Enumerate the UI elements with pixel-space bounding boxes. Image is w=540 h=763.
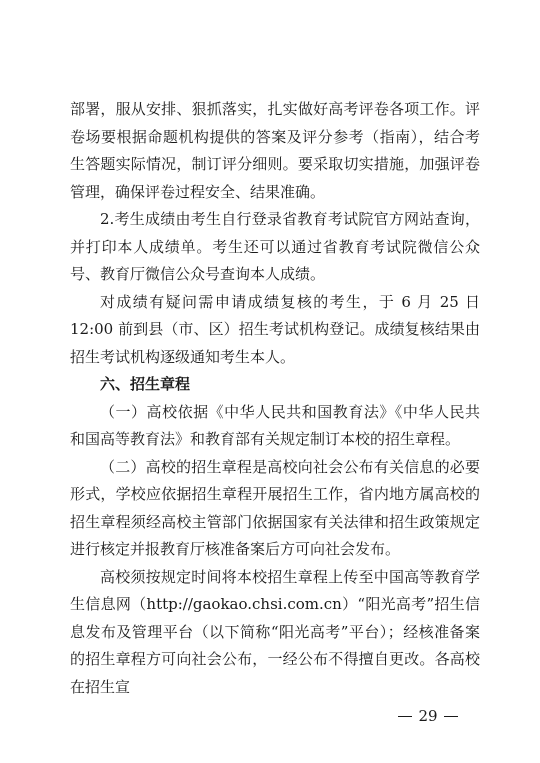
- paragraph-6: 高校须按规定时间将本校招生章程上传至中国高等教育学生信息网（http://gaokao.chsi.com.cn）“阳光高考”招生信息发布及管理平台（以下简称“阳光高考”平台）；经核准备案的招生章程方可向社会公布，一经公布不得擅自更改。各高校在招生宣: [70, 567, 480, 696]
- section-heading: 六、招生章程: [100, 375, 191, 393]
- paragraph-3: 对成绩有疑问需申请成绩复核的考生，于 6 月 25 日 12:00 前到县（市、区）招生考试机构登记。成绩复核结果由招生考试机构逐级通知考生本人。: [70, 292, 480, 366]
- body-text: [70, 96, 480, 701]
- page-number: 29: [418, 707, 438, 725]
- paragraph-5: （二）高校的招生章程是高校向社会公布有关信息的必要形式，学校应依据招生章程开展招生工作，省内地方属高校的招生章程须经高校主管部门依据国家有关法律和招生政策规定进行核定并报教育厅核准备案后方可向社会发布。: [70, 457, 480, 558]
- paragraph-2: 2.考生成绩由考生自行登录省教育考试院官方网站查询，并打印本人成绩单。考生还可以通过省教育考试院微信公众号、教育厅微信公众号查询本人成绩。: [70, 210, 480, 283]
- paragraph-4: （一）高校依据《中华人民共和国教育法》《中华人民共和国高等教育法》和教育部有关规定制订本校的招生章程。: [70, 402, 480, 448]
- page-footer: [378, 706, 478, 726]
- paragraph-1: 部署，服从安排、狠抓落实，扎实做好高考评卷各项工作。评卷场要根据命题机构提供的答案及评分参考（指南），结合考生答题实际情况，制订评分细则。要采取切实措施，加强评卷管理，确保评卷过程安全、结果准确。: [70, 100, 480, 201]
- footer-dash-right: [444, 716, 458, 717]
- footer-dash-left: [398, 716, 412, 717]
